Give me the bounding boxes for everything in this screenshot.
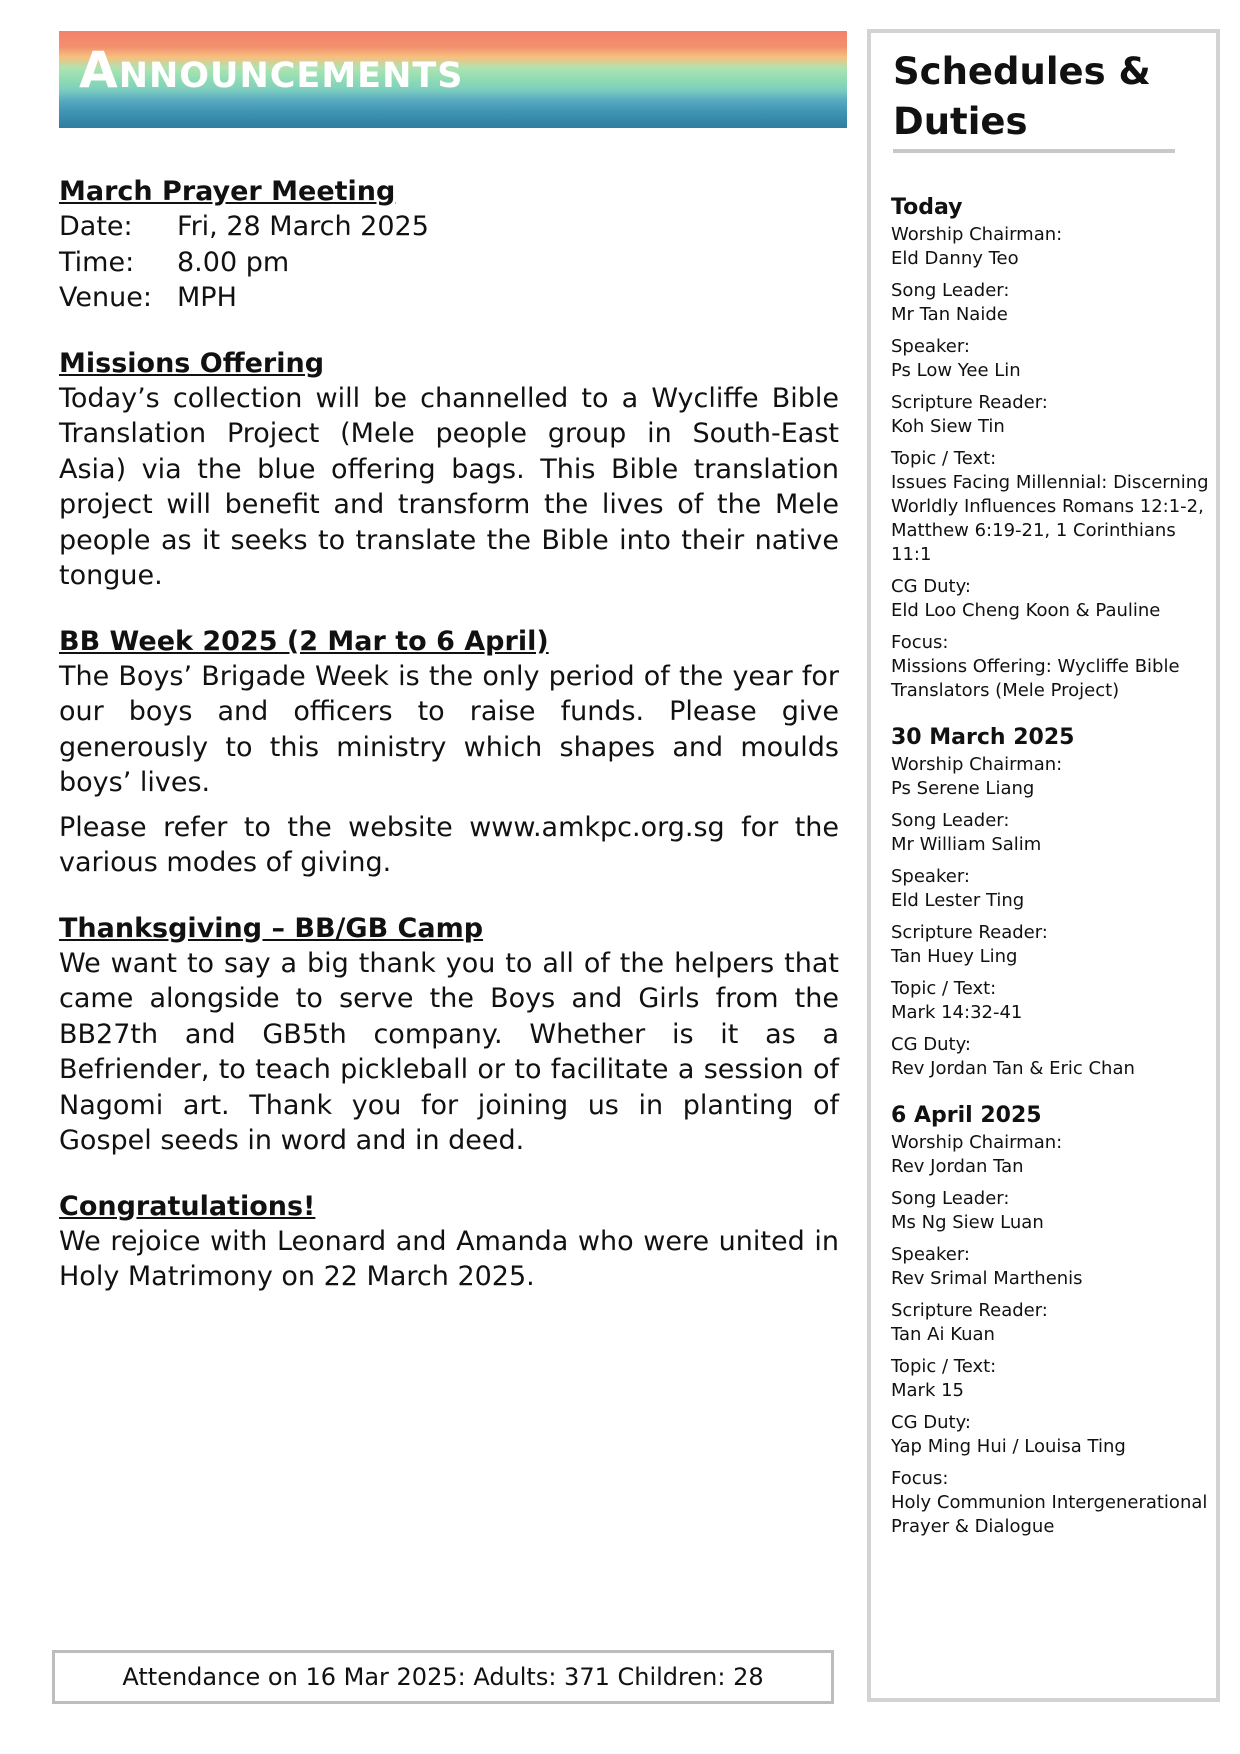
- prayer-meeting-section: [59, 174, 839, 316]
- sidebar-title: [893, 47, 1151, 147]
- bb-week-text: The Boys’ Brigade Week is the only period of the year for our boys and officers to raise funds. Please give generously to this ministry which shapes and moulds boys’ lives.: [59, 660, 839, 798]
- duty-value: Eld Danny Teo: [891, 248, 1019, 269]
- prayer-venue-row: [59, 280, 839, 316]
- duty-label: Focus:: [891, 1468, 949, 1489]
- thanksgiving-section: [59, 911, 839, 1159]
- duty-label: Song Leader:: [891, 1188, 1010, 1209]
- schedule-list: [891, 193, 1211, 1559]
- duty-item: [891, 1187, 1211, 1235]
- duty-label: CG Duty:: [891, 576, 971, 597]
- duty-value: Missions Offering: Wycliffe Bible Translators (Mele Project): [891, 656, 1180, 701]
- schedule-day-title: 6 April 2025: [891, 1103, 1042, 1128]
- duty-label: Speaker:: [891, 336, 970, 357]
- banner-title: Announcements: [79, 41, 464, 99]
- duty-value: Mr Tan Naide: [891, 304, 1008, 325]
- duty-value: Rev Srimal Marthenis: [891, 1268, 1083, 1289]
- date-value: Fri, 28 March 2025: [177, 211, 429, 242]
- bb-week-website-text: Please refer to the website www.amkpc.org.sg for the various modes of giving.: [59, 811, 839, 878]
- duty-item: [891, 1033, 1211, 1081]
- duty-item: [891, 223, 1211, 271]
- duty-label: Song Leader:: [891, 810, 1010, 831]
- duty-label: Worship Chairman:: [891, 754, 1063, 775]
- prayer-time-row: [59, 245, 839, 281]
- schedule-day: [891, 193, 1211, 703]
- duty-value: Mark 14:32-41: [891, 1002, 1023, 1023]
- sidebar-title-line2: Duties: [893, 100, 1028, 143]
- duty-label: Speaker:: [891, 866, 970, 887]
- announcements-column: [59, 174, 839, 1325]
- duty-label: Scripture Reader:: [891, 1300, 1048, 1321]
- duty-label: Song Leader:: [891, 280, 1010, 301]
- duty-value: Ps Serene Liang: [891, 778, 1035, 799]
- duty-label: Topic / Text:: [891, 978, 997, 999]
- time-value: 8.00 pm: [177, 246, 290, 278]
- duty-value: Ms Ng Siew Luan: [891, 1212, 1044, 1233]
- duty-item: [891, 1243, 1211, 1291]
- duty-item: [891, 447, 1211, 567]
- duty-label: CG Duty:: [891, 1034, 971, 1055]
- duty-item: [891, 1355, 1211, 1403]
- date-label: Date:: [59, 211, 133, 242]
- venue-value: MPH: [177, 282, 237, 313]
- bb-week-section: [59, 624, 839, 881]
- thanksgiving-title: Thanksgiving – BB/GB Camp: [59, 912, 484, 944]
- sidebar-divider: [893, 149, 1175, 153]
- duty-value: Koh Siew Tin: [891, 416, 1005, 437]
- duty-value: Yap Ming Hui / Louisa Ting: [891, 1436, 1126, 1457]
- missions-section: [59, 346, 839, 594]
- duty-item: [891, 575, 1211, 623]
- duty-label: Scripture Reader:: [891, 922, 1048, 943]
- sidebar-title-line1: Schedules &: [893, 50, 1151, 93]
- duty-label: Topic / Text:: [891, 1356, 997, 1377]
- attendance-text: Attendance on 16 Mar 2025: Adults: 371 Children: 28: [122, 1663, 764, 1691]
- duty-label: CG Duty:: [891, 1412, 971, 1433]
- duty-label: Worship Chairman:: [891, 224, 1063, 245]
- duty-value: Eld Loo Cheng Koon & Pauline: [891, 600, 1161, 621]
- duty-item: [891, 279, 1211, 327]
- bb-week-title: BB Week 2025 (2 Mar to 6 April): [59, 625, 549, 657]
- schedule-day: [891, 1101, 1211, 1539]
- duty-item: [891, 631, 1211, 703]
- venue-label: Venue:: [59, 282, 152, 313]
- duty-value: Tan Ai Kuan: [891, 1324, 995, 1345]
- duty-item: [891, 865, 1211, 913]
- schedule-day-title: 30 March 2025: [891, 725, 1075, 750]
- duty-label: Worship Chairman:: [891, 1132, 1063, 1153]
- duty-item: [891, 753, 1211, 801]
- duty-item: [891, 335, 1211, 383]
- duty-item: [891, 1411, 1211, 1459]
- schedule-day: [891, 723, 1211, 1081]
- congrats-title: Congratulations!: [59, 1190, 316, 1222]
- announcements-banner: [59, 31, 847, 128]
- duty-value: Mr William Salim: [891, 834, 1042, 855]
- time-label: Time:: [59, 246, 135, 278]
- duty-item: [891, 921, 1211, 969]
- missions-title: Missions Offering: [59, 347, 325, 379]
- duty-item: [891, 977, 1211, 1025]
- duty-label: Speaker:: [891, 1244, 970, 1265]
- duty-item: [891, 1131, 1211, 1179]
- duty-value: Holy Communion Intergenerational Prayer & Dialogue: [891, 1492, 1208, 1537]
- missions-text: Today’s collection will be channelled to a Wycliffe Bible Translation Project (Mele people group in South-East Asia) via the blue offering bags. This Bible translation project will benefit and transform the lives of the Mele people as it seeks to translate the Bible into their native tongue.: [59, 382, 839, 591]
- duty-item: [891, 809, 1211, 857]
- duty-label: Focus:: [891, 632, 949, 653]
- duty-value: Rev Jordan Tan & Eric Chan: [891, 1058, 1135, 1079]
- duty-value: Eld Lester Ting: [891, 890, 1025, 911]
- duty-item: [891, 1467, 1211, 1539]
- duty-item: [891, 1299, 1211, 1347]
- duty-label: Topic / Text:: [891, 448, 997, 469]
- congrats-text: We rejoice with Leonard and Amanda who were united in Holy Matrimony on 22 March 2025.: [59, 1225, 839, 1292]
- duty-value: Issues Facing Millennial: Discerning Worldly Influences Romans 12:1-2, Matthew 6:19-21, 1 Corinthians 11:1: [891, 472, 1209, 565]
- duty-value: Rev Jordan Tan: [891, 1156, 1024, 1177]
- attendance-box: [52, 1650, 834, 1704]
- duty-value: Tan Huey Ling: [891, 946, 1018, 967]
- schedule-day-title: Today: [891, 195, 963, 220]
- prayer-date-row: [59, 209, 839, 245]
- schedules-sidebar: [867, 29, 1220, 1702]
- duty-label: Scripture Reader:: [891, 392, 1048, 413]
- thanksgiving-text: We want to say a big thank you to all of the helpers that came alongside to serve the Boys and Girls from the BB27th and GB5th company. Whether is it as a Befriender, to teach pickleball or to facilitate a session of Nagomi art. Thank you for joining us in planting of Gospel seeds in word and in deed.: [59, 947, 839, 1156]
- prayer-meeting-title: March Prayer Meeting: [59, 176, 396, 207]
- duty-value: Mark 15: [891, 1380, 965, 1401]
- duty-item: [891, 391, 1211, 439]
- congrats-section: [59, 1189, 839, 1295]
- duty-value: Ps Low Yee Lin: [891, 360, 1021, 381]
